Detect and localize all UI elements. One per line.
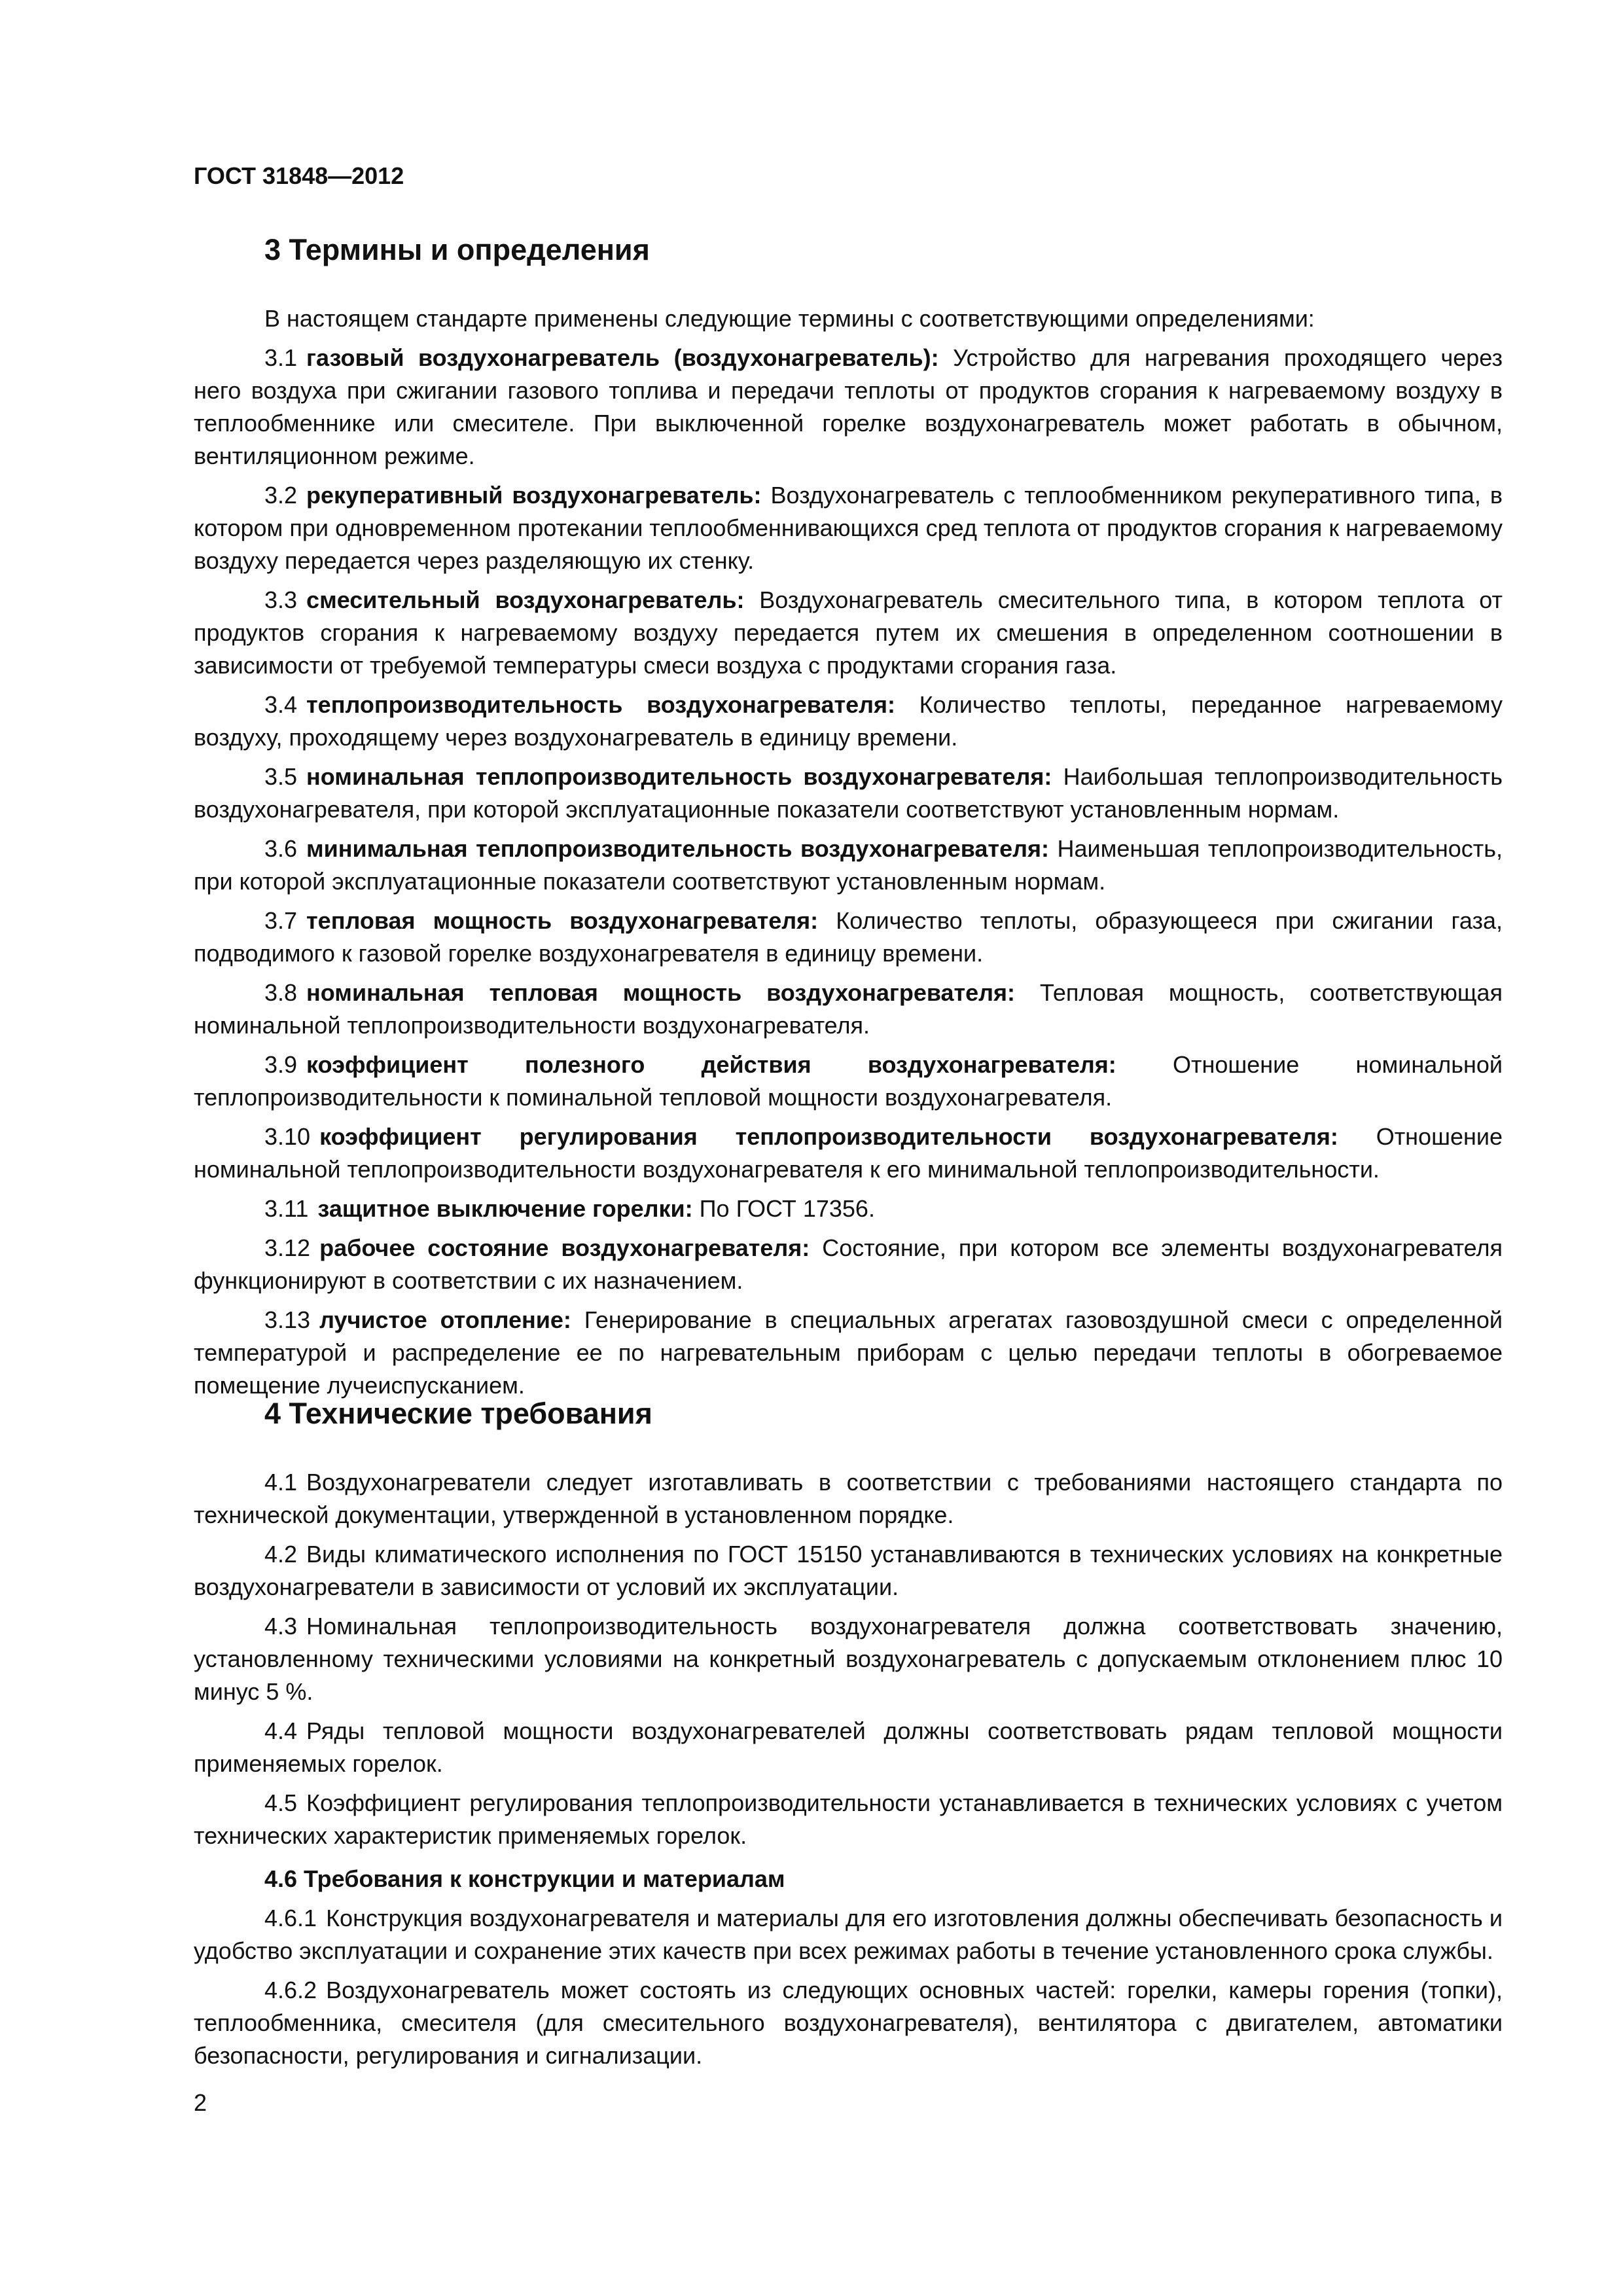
term-number: 3.7 [264,907,298,934]
clause-4-1 [194,1466,1503,1532]
term-name: коэффициент полезного действия воздухонагревателя: [306,1051,1116,1078]
term-name: теплопроизводительность воздухонагревателя: [306,691,895,718]
term-3-9 [194,1049,1503,1114]
term-3-12 [194,1232,1503,1297]
clause-number: 4.4 [264,1717,298,1744]
term-3-8 [194,977,1503,1042]
page-number: 2 [194,2089,207,2116]
clause-text: Воздухонагреватели следует изготавливать в соответствии с требованиями настоящего стандарта по технической документации, утвержденной в установленном порядке. [194,1469,1503,1528]
term-3-10 [194,1121,1503,1186]
term-number: 3.6 [264,835,298,862]
clause-text: Виды климатического исполнения по ГОСТ 15150 устанавливаются в технических условиях на конкретные воздухонагреватели в зависимости от условий их эксплуатации. [194,1541,1503,1600]
term-definition: Состояние, при котором все элементы воздухонагревателя функционируют в соответствии с их назначением. [194,1234,1503,1294]
document-code-header: ГОСТ 31848—2012 [194,162,404,189]
term-number: 3.4 [264,691,298,718]
term-number: 3.3 [264,586,298,613]
term-number: 3.11 [264,1195,309,1222]
term-definition: Тепловая мощность, соответствующая номинальной теплопроизводительности воздухонагревателя. [194,979,1503,1039]
term-name: лучистое отопление: [319,1306,571,1333]
term-number: 3.1 [264,344,298,371]
clause-4-5 [194,1787,1503,1852]
clause-text: Номинальная теплопроизводительность воздухонагревателя должна соответствовать значению, установленному техническими условиями на конкретный воздухонагреватель с допускаемым отклонением плюс 10 минус 5 %. [194,1613,1503,1705]
clause-4-4 [194,1715,1503,1780]
clause-text: Воздухонагреватель может состоять из следующих основных частей: горелки, камеры горения (топки), теплообменника, смесителя (для смесительного воздухонагревателя), вентилятора с двигателем, автоматики безопасности, регулирования и сигнализации. [194,1977,1503,2069]
clause-4-2 [194,1538,1503,1604]
term-number: 3.9 [264,1051,298,1078]
term-3-11 [194,1193,1503,1225]
section-3-title: 3 Термины и определения [264,233,650,266]
term-3-2 [194,479,1503,577]
term-3-13 [194,1304,1503,1402]
term-name: минимальная теплопроизводительность воздухонагревателя: [306,835,1049,862]
document-page [194,0,1503,2296]
term-name: номинальная тепловая мощность воздухонагревателя: [306,979,1016,1006]
clause-number: 4.5 [264,1789,298,1816]
clause-number: 4.1 [264,1469,298,1496]
term-definition: Воздухонагреватель смесительного типа, в котором теплота от продуктов сгорания к нагреваемому воздуху передается путем их смешения в определенном соотношении в зависимости от требуемой температуры смеси воздуха с продуктами сгорания газа. [194,586,1503,679]
term-name: рекуперативный воздухонагреватель: [306,482,762,509]
term-name: тепловая мощность воздухонагревателя: [306,907,819,934]
clause-text: Коэффициент регулирования теплопроизводительности устанавливается в технических условиях с учетом технических характеристик применяемых горелок. [194,1789,1503,1849]
clause-4-3 [194,1610,1503,1708]
term-definition: Наибольшая теплопроизводительность воздухонагревателя, при которой эксплуатационные показатели соответствуют установленным нормам. [194,763,1503,823]
section-3-heading-wrap [194,232,1503,268]
term-definition: Воздухонагреватель с теплообменником рекуперативного типа, в котором при одновременном протекании теплообменнивающихся сред теплота от продуктов сгорания к нагреваемому воздуху передается через разделяющую их стенку. [194,482,1503,574]
term-definition: Отношение номинальной теплопроизводительности воздухонагревателя к его минимальной теплопроизводительности. [194,1123,1503,1183]
section-3-intro: В настоящем стандарте применены следующие термины с соответствующими определениями: [264,305,1315,332]
term-number: 3.2 [264,482,298,509]
term-name: номинальная теплопроизводительность воздухонагревателя: [306,763,1052,790]
term-name: смесительный воздухонагреватель: [306,586,745,613]
term-number: 3.8 [264,979,298,1006]
term-number: 3.13 [264,1306,311,1333]
term-3-5 [194,761,1503,826]
term-number: 3.12 [264,1234,311,1261]
term-name: защитное выключение горелки: [317,1195,693,1222]
section-4-title: 4 Технические требования [264,1397,652,1430]
clause-text: Ряды тепловой мощности воздухонагревателей должны соответствовать рядам тепловой мощности применяемых горелок. [194,1717,1503,1777]
term-definition: Количество теплоты, образующееся при сжигании газа, подводимого к газовой горелке воздухонагревателя в единицу времени. [194,907,1503,967]
section-3-body [194,302,1503,1402]
clause-number: 4.6.1 [264,1905,317,1931]
clause-number: 4.6.2 [264,1977,317,2003]
term-3-4 [194,689,1503,754]
term-definition: Устройство для нагревания проходящего через него воздуха при сжигании газового топлива и передачи теплоты от продуктов сгорания к нагреваемому воздуху в теплообменнике или смесителе. При выключенной горелке воздухонагреватель может работать в обычном, вентиляционном режиме. [194,344,1503,469]
term-number: 3.10 [264,1123,311,1150]
term-definition: По ГОСТ 17356. [692,1195,875,1222]
clause-4-6-1 [194,1902,1503,1967]
clause-number: 4.2 [264,1541,298,1568]
term-3-3 [194,584,1503,682]
term-name: рабочее состояние воздухонагревателя: [319,1234,810,1261]
term-definition: Наименьшая теплопроизводительность, при которой эксплуатационные показатели соответствуют установленным нормам. [194,835,1503,895]
clause-text: Конструкция воздухонагревателя и материалы для его изготовления должны обеспечивать безопасность и удобство эксплуатации и сохранение этих качеств при всех режимах работы в течение установленного срока службы. [194,1905,1503,1964]
term-3-1 [194,342,1503,473]
term-3-6 [194,833,1503,898]
clause-4-6-2 [194,1974,1503,2072]
term-definition: Генерирование в специальных агрегатах газовоздушной смеси с определенной температурой и распределение ее по нагревательным приборам с целью передачи теплоты в обогреваемое помещение лучеиспусканием. [194,1306,1503,1399]
term-definition: Количество теплоты, переданное нагреваемому воздуху, проходящему через воздухонагреватель в единицу времени. [194,691,1503,751]
section-4-body [194,1466,1503,2072]
term-definition: Отношение номинальной теплопроизводительности к поминальной тепловой мощности воздухонагревателя. [194,1051,1503,1111]
section-4-heading-wrap [194,1395,1503,1432]
term-name: коэффициент регулирования теплопроизводительности воздухонагревателя: [319,1123,1338,1150]
term-number: 3.5 [264,763,298,790]
subsection-4-6-title: 4.6 Требования к конструкции и материалам [264,1865,785,1892]
clause-number: 4.3 [264,1613,298,1640]
term-name: газовый воздухонагреватель (воздухонагреватель): [306,344,939,371]
term-3-7 [194,905,1503,970]
